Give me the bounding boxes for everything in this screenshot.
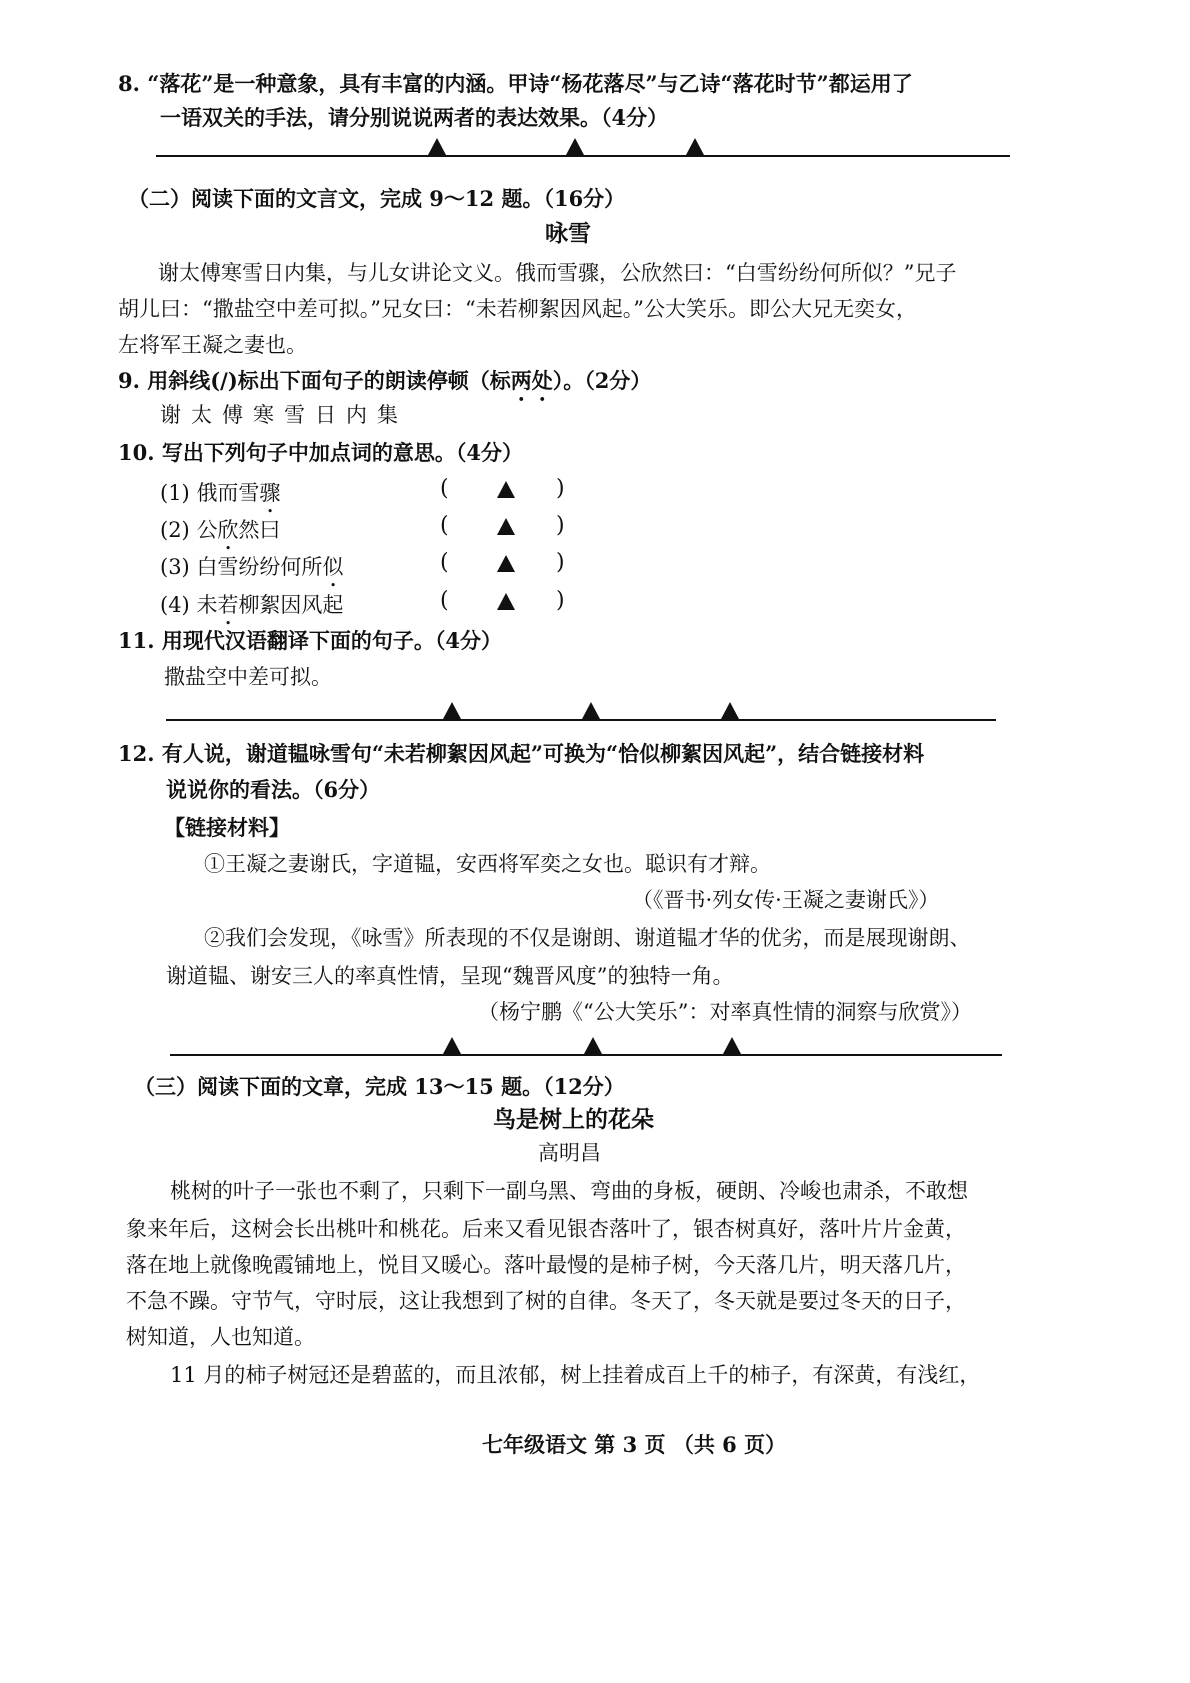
q10-text: 10. 写出下列句子中加点词的意思。（4分） bbox=[118, 440, 523, 465]
q10-item3: (3) 白雪纷纷何所似 bbox=[160, 555, 344, 579]
section3-heading: （三）阅读下面的文章，完成 13～15 题。（12分） bbox=[134, 1074, 625, 1099]
answer-line bbox=[156, 155, 1010, 157]
link-material-label: 【链接材料】 bbox=[164, 815, 290, 840]
open-paren: ( bbox=[440, 513, 449, 538]
answer-marker-icon bbox=[497, 555, 515, 572]
q10-item1: (1) 俄而雪骤 bbox=[160, 481, 281, 505]
close-paren: ) bbox=[556, 476, 565, 501]
q10-item4: (4) 未若柳絮因风起 bbox=[160, 593, 344, 617]
article-line5: 树知道，人也知道。 bbox=[126, 1325, 315, 1349]
answer-marker-icon bbox=[582, 702, 600, 719]
answer-marker-icon bbox=[497, 481, 515, 498]
material1-text: ①王凝之妻谢氏，字道韫，安西将军奕之女也。聪识有才辩。 bbox=[204, 852, 771, 876]
answer-line bbox=[166, 719, 996, 721]
open-paren: ( bbox=[440, 476, 449, 501]
answer-marker-icon bbox=[497, 593, 515, 610]
q11-sentence: 撒盐空中差可拟。 bbox=[164, 665, 332, 689]
article-line3: 落在地上就像晚霞铺地上，悦目又暖心。落叶最慢的是柿子树，今天落几片，明天落几片， bbox=[126, 1253, 966, 1277]
material2-line2: 谢道韫、谢安三人的率真性情，呈现“魏晋风度”的独特一角。 bbox=[166, 964, 734, 988]
q10-item2: (2) 公欣然曰 bbox=[160, 518, 281, 542]
material2-source: （杨宁鹏《“公大笑乐”：对率真性情的洞察与欣赏》） bbox=[478, 1000, 972, 1024]
q9-sentence: 谢太傅寒雪日内集 bbox=[160, 403, 408, 427]
section2-heading: （二）阅读下面的文言文，完成 9～12 题。（16分） bbox=[128, 186, 626, 211]
article-line1: 桃树的叶子一张也不剩了，只剩下一副乌黑、弯曲的身板，硬朗、冷峻也肃杀，不敢想 bbox=[170, 1179, 968, 1203]
close-paren: ) bbox=[556, 588, 565, 613]
page-footer: 七年级语文 第 3 页 （共 6 页） bbox=[482, 1432, 787, 1457]
open-paren: ( bbox=[440, 588, 449, 613]
open-paren: ( bbox=[440, 550, 449, 575]
article-title: 鸟是树上的花朵 bbox=[493, 1106, 654, 1133]
article-line6: 11 月的柿子树冠还是碧蓝的，而且浓郁，树上挂着成百上千的柿子，有深黄，有浅红， bbox=[170, 1363, 981, 1387]
passage-line1: 谢太傅寒雪日内集，与儿女讲论文义。俄而雪骤，公欣然曰：“白雪纷纷何所似？”兄子 bbox=[158, 261, 957, 285]
q12-line2: 说说你的看法。（6分） bbox=[166, 777, 381, 802]
q9-text: 9. 用斜线(/)标出下面句子的朗读停顿（标两处）。（2分） bbox=[118, 368, 652, 393]
article-author: 高明昌 bbox=[538, 1141, 601, 1165]
passage-line3: 左将军王凝之妻也。 bbox=[118, 333, 307, 357]
article-line2: 象来年后，这树会长出桃叶和桃花。后来又看见银杏落叶了，银杏树真好，落叶片片金黄， bbox=[126, 1217, 966, 1241]
material2-line1: ②我们会发现，《咏雪》所表现的不仅是谢朗、谢道韫才华的优劣，而是展现谢朗、 bbox=[204, 926, 971, 950]
q8-line2: 一语双关的手法，请分别说说两者的表达效果。（4分） bbox=[160, 105, 669, 130]
answer-marker-icon bbox=[723, 1037, 741, 1054]
q11-text: 11. 用现代汉语翻译下面的句子。（4分） bbox=[118, 628, 502, 653]
answer-marker-icon bbox=[566, 138, 584, 155]
answer-marker-icon bbox=[721, 702, 739, 719]
close-paren: ) bbox=[556, 550, 565, 575]
q12-line1: 12. 有人说，谢道韫咏雪句“未若柳絮因风起”可换为“恰似柳絮因风起”，结合链接材料 bbox=[118, 741, 925, 766]
q8-line1: 8. “落花”是一种意象，具有丰富的内涵。甲诗“杨花落尽”与乙诗“落花时节”都运用了 bbox=[118, 71, 913, 96]
passage-line2: 胡儿曰：“撒盐空中差可拟。”兄女曰：“未若柳絮因风起。”公大笑乐。即公大兄无奕女， bbox=[118, 297, 917, 321]
answer-marker-icon bbox=[443, 1037, 461, 1054]
article-line4: 不急不躁。守节气，守时辰，这让我想到了树的自律。冬天了，冬天就是要过冬天的日子， bbox=[126, 1289, 966, 1313]
close-paren: ) bbox=[556, 513, 565, 538]
answer-marker-icon bbox=[686, 138, 704, 155]
answer-marker-icon bbox=[584, 1037, 602, 1054]
material1-source: （《晋书·列女传·王凝之妻谢氏》） bbox=[632, 888, 940, 912]
answer-marker-icon bbox=[443, 702, 461, 719]
section2-title: 咏雪 bbox=[545, 220, 591, 247]
answer-marker-icon bbox=[497, 518, 515, 535]
answer-line bbox=[170, 1054, 1002, 1056]
answer-marker-icon bbox=[428, 138, 446, 155]
